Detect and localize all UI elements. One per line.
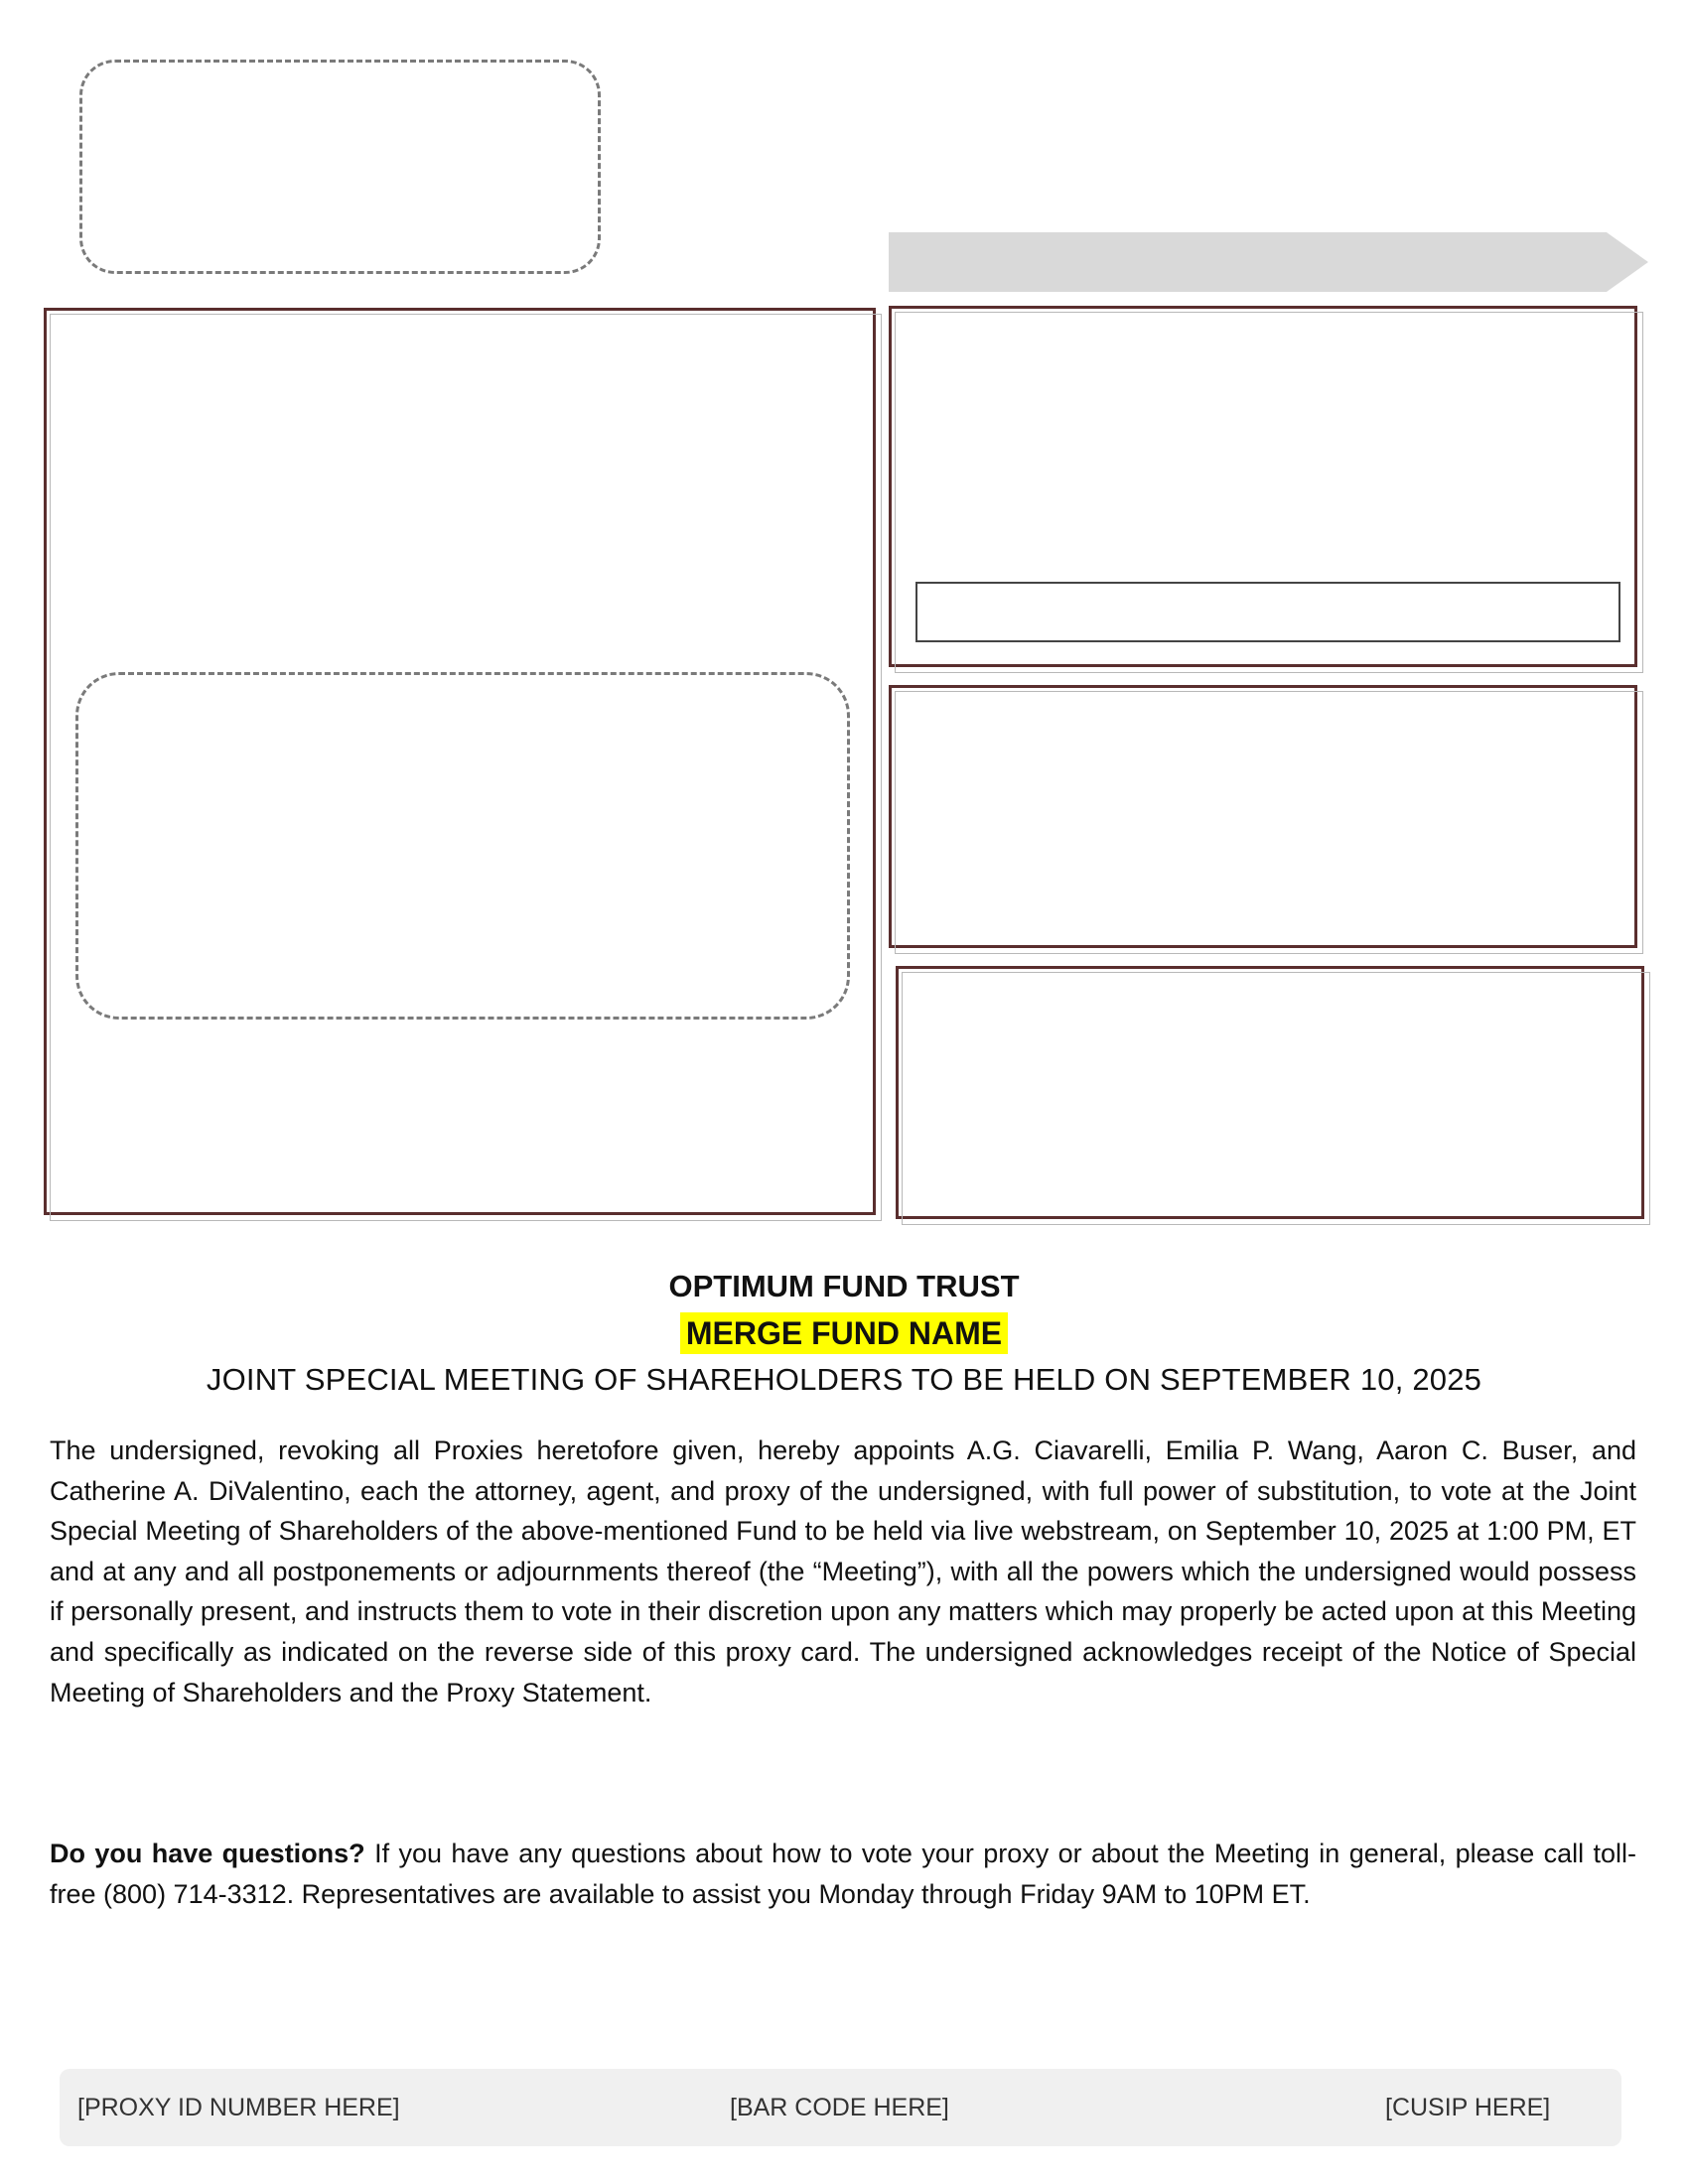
proxy-id-placeholder: [PROXY ID NUMBER HERE] bbox=[77, 2094, 400, 2121]
fund-title-wrap bbox=[0, 1312, 1688, 1361]
fund-name-highlight: MERGE FUND NAME bbox=[680, 1312, 1008, 1354]
proxy-appointment-paragraph: The undersigned, revoking all Proxies heretofore given, hereby appoints A.G. Ciavarelli, Emilia P. Wang, Aaron C. Buser, and Catherine A. DiValentino, each the attorney, agent, and proxy of the undersigned, with full power of substitution, to vote at the Joint Special Meeting of Shareholders of the above-mentioned Fund to be held via live webstream, on September 10, 2025 at 1:00 PM, ET and at any and all postponements or adjournments thereof (the “Meeting”), with all the powers which the undersigned would possess if personally present, and instructs them to vote in their discretion upon any matters which may properly be acted upon at this Meeting and specifically as indicated on the reverse side of this proxy card. The undersigned acknowledges receipt of the Notice of Special Meeting of Shareholders and the Proxy Statement. bbox=[50, 1435, 1636, 1707]
bar-code-placeholder: [BAR CODE HERE] bbox=[730, 2094, 949, 2121]
control-number-field[interactable] bbox=[915, 582, 1620, 642]
questions-lead: Do you have questions? bbox=[50, 1839, 365, 1868]
trust-title: OPTIMUM FUND TRUST bbox=[668, 1269, 1020, 1303]
voting-panel-middle bbox=[889, 685, 1637, 948]
questions-paragraph bbox=[50, 1834, 1636, 1914]
logo-placeholder bbox=[79, 60, 601, 274]
questions-text: If you have any questions about how to vote your proxy or about the Meeting in general, please call toll-free (800) 714-3312. Representatives are available to assist you Monday through Friday 9AM to 10PM ET. bbox=[50, 1839, 1636, 1909]
meeting-title: JOINT SPECIAL MEETING OF SHAREHOLDERS TO BE HELD ON SEPTEMBER 10, 2025 bbox=[206, 1362, 1482, 1397]
arrow-banner bbox=[889, 232, 1648, 292]
voting-panel-bottom bbox=[896, 966, 1644, 1219]
address-window-placeholder bbox=[75, 672, 850, 1020]
cusip-placeholder: [CUSIP HERE] bbox=[1385, 2094, 1551, 2121]
